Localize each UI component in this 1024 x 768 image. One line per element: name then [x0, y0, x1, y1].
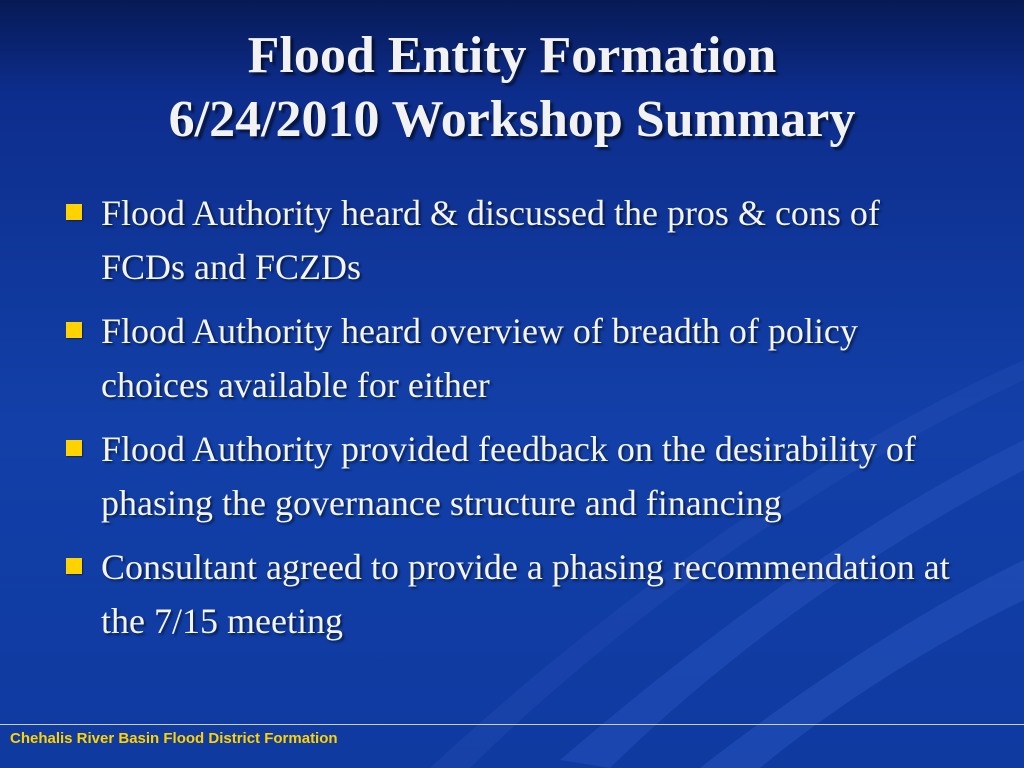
footer-text: Chehalis River Basin Flood District Formation: [10, 730, 338, 747]
slide-title: [0, 24, 1024, 152]
square-bullet-icon: [66, 558, 82, 574]
footer-divider: [0, 724, 1024, 725]
bullet-item: [62, 304, 962, 412]
bullet-item: [62, 186, 962, 294]
title-line-1: Flood Entity Formation: [247, 27, 777, 84]
bullet-item: [62, 540, 962, 648]
bullet-text: Flood Authority provided feedback on the desirability of phasing the governance structure and financing: [101, 429, 916, 523]
title-line-2: 6/24/2010 Workshop Summary: [168, 91, 856, 148]
square-bullet-icon: [66, 440, 82, 456]
bullet-item: [62, 422, 962, 530]
square-bullet-icon: [66, 204, 82, 220]
bullet-text: Flood Authority heard & discussed the pros & cons of FCDs and FCZDs: [101, 193, 880, 287]
bullet-list: [62, 186, 962, 658]
bullet-text: Flood Authority heard overview of breadth of policy choices available for either: [101, 311, 858, 405]
square-bullet-icon: [66, 322, 82, 338]
bullet-text: Consultant agreed to provide a phasing recommendation at the 7/15 meeting: [101, 547, 950, 641]
